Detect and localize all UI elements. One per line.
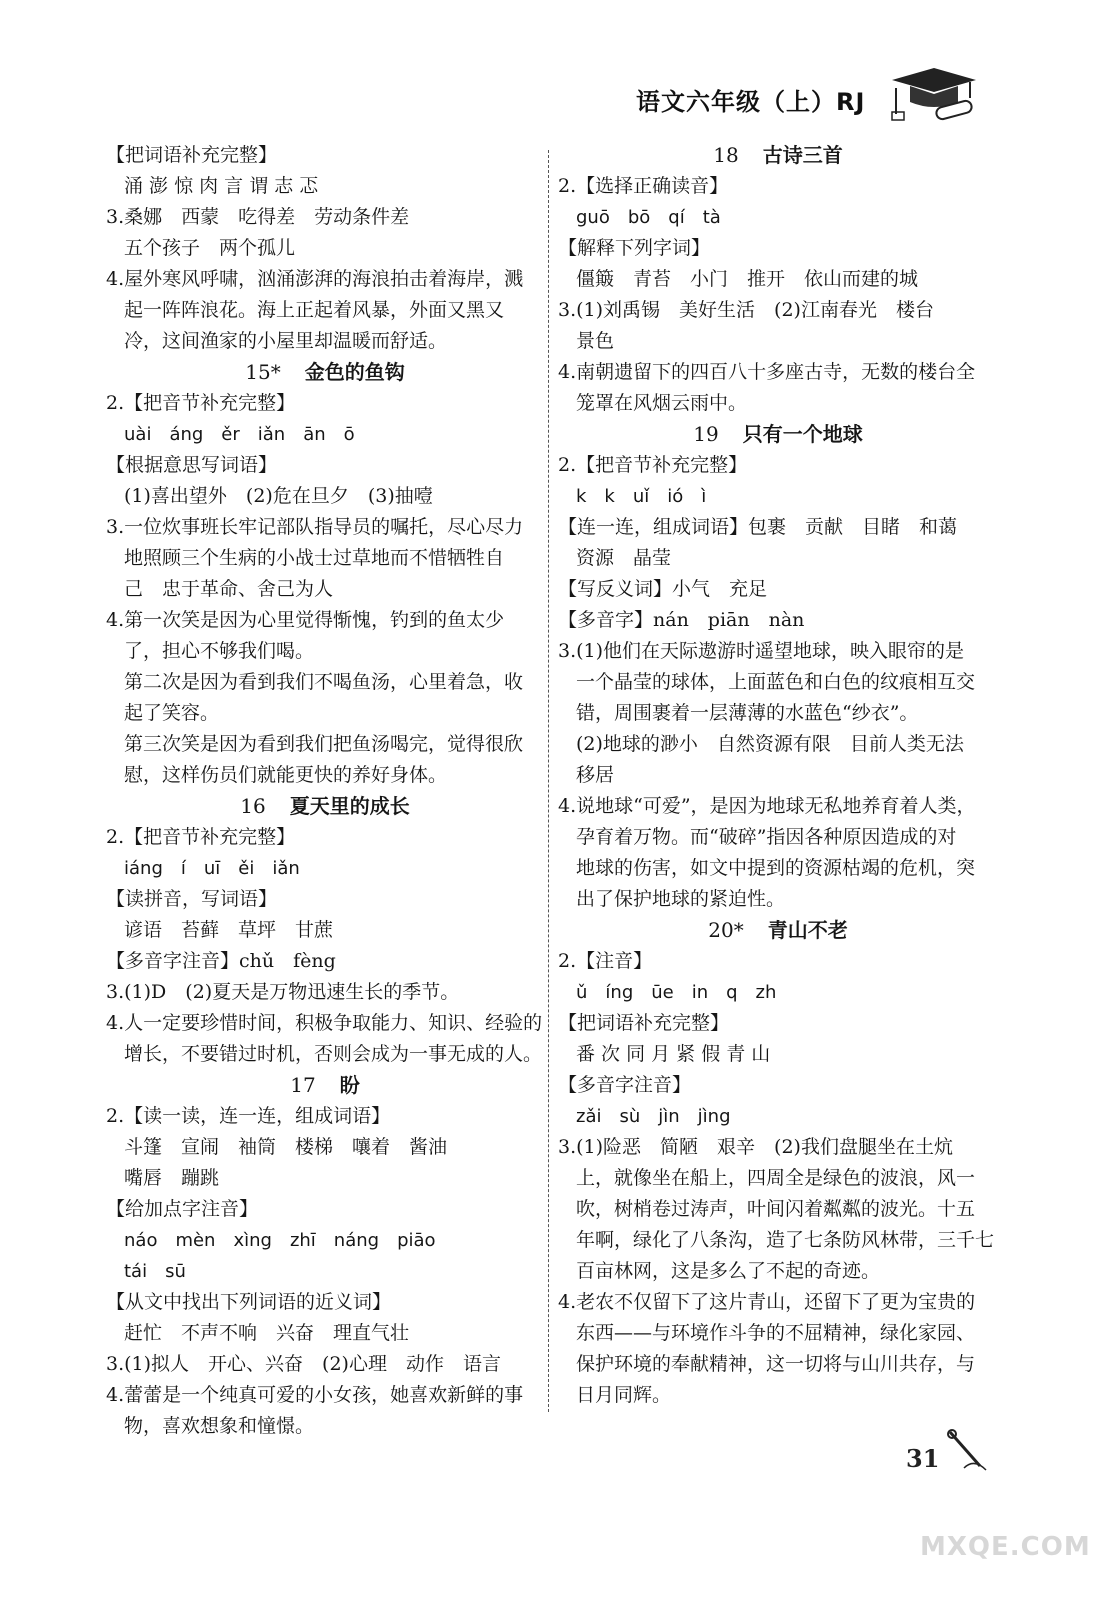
answer-line: 3.一位炊事班长牢记部队指导员的嘱托，尽心尽力 xyxy=(106,516,524,538)
section-title xyxy=(106,1070,544,1101)
section-title-text: 青山不老 xyxy=(767,918,848,942)
answer-line-indented: 东西——与环境作斗争的不屈精神，绿化家园、 xyxy=(576,1322,976,1344)
answer-line: 2.【把音节补充完整】 xyxy=(106,826,296,848)
pinyin-line: iáng í uī ěi iǎn xyxy=(124,858,300,879)
answer-line-indented: 慰，这样伤员们就能更快的养好身体。 xyxy=(124,764,448,786)
section-title xyxy=(558,140,998,171)
answer-line: 3.桑娜 西蒙 吃得差 劳动条件差 xyxy=(106,206,410,228)
answer-line-indented: 五个孩子 两个孤儿 xyxy=(124,237,296,259)
graduation-cap-icon xyxy=(890,66,980,126)
answer-line: 2.【选择正确读音】 xyxy=(558,175,729,197)
watermark: MXQE.COM xyxy=(920,1532,1091,1562)
section-number: 19 xyxy=(693,422,719,446)
answer-line: 4.蕾蕾是一个纯真可爱的小女孩，她喜欢新鲜的事 xyxy=(106,1384,524,1406)
answer-line-indented: 错，周围裹着一层薄薄的水蓝色“纱衣”。 xyxy=(576,702,919,724)
answer-line-indented: 起了笑容。 xyxy=(124,702,220,724)
answer-line-indented: (2)地球的渺小 自然资源有限 目前人类无法 xyxy=(576,733,964,755)
right-column xyxy=(558,140,998,1411)
section-title xyxy=(106,357,544,388)
answer-line-indented: 增长，不要错过时机，否则会成为一事无成的人。 xyxy=(124,1043,543,1065)
answer-line: 4.老农不仅留下了这片青山，还留下了更为宝贵的 xyxy=(558,1291,976,1313)
answer-line-indented: 番 次 同 月 紧 假 青 山 xyxy=(576,1043,771,1065)
answer-line: 【读拼音，写词语】 xyxy=(106,888,278,910)
pinyin-line: ǔ íng ūe in q zh xyxy=(576,982,777,1003)
answer-line-indented: 第三次笑是因为看到我们把鱼汤喝完，觉得很欣 xyxy=(124,733,524,755)
left-column xyxy=(106,140,544,1442)
pencil-icon xyxy=(944,1428,988,1474)
section-title xyxy=(558,419,998,450)
section-title-text: 金色的鱼钩 xyxy=(304,360,405,384)
answer-line-indented: 一个晶莹的球体，上面蓝色和白色的纹痕相互交 xyxy=(576,671,976,693)
pinyin-line: tái sū xyxy=(124,1261,186,1282)
pinyin-line: zǎi sù jìn jìng xyxy=(576,1106,731,1127)
answer-line-indented: 上，就像坐在船上，四周全是绿色的波浪，风一 xyxy=(576,1167,976,1189)
section-title-text: 盼 xyxy=(339,1073,360,1097)
answer-line-indented: 赶忙 不声不响 兴奋 理直气壮 xyxy=(124,1322,410,1344)
answer-line-indented: 地球的伤害，如文中提到的资源枯竭的危机，突 xyxy=(576,857,976,879)
column-divider xyxy=(548,150,549,1412)
answer-line-indented: 出了保护地球的紧迫性。 xyxy=(576,888,786,910)
section-title xyxy=(558,915,998,946)
answer-line: 2.【读一读，连一连，组成词语】 xyxy=(106,1105,391,1127)
answer-line-indented: 涌 澎 惊 肉 言 谓 志 忑 xyxy=(124,175,319,197)
answer-line: 2.【注音】 xyxy=(558,950,653,972)
answer-line: 【多音字】nán piān nàn xyxy=(558,609,805,631)
answer-line: 【多音字注音】chǔ fèng xyxy=(106,950,336,972)
answer-line-indented: 己 忠于革命、舍己为人 xyxy=(124,578,334,600)
section-title-text: 夏天里的成长 xyxy=(289,794,410,818)
answer-line-indented: 孕育着万物。而“破碎”指因各种原因造成的对 xyxy=(576,826,957,848)
answer-line-indented: 移居 xyxy=(576,764,615,786)
pinyin-line: k k uǐ ió ì xyxy=(576,486,707,507)
answer-line: 4.南朝遗留下的四百八十多座古寺，无数的楼台全 xyxy=(558,361,976,383)
answer-line-indented: 日月同辉。 xyxy=(576,1384,672,1406)
answer-line: 【把词语补充完整】 xyxy=(558,1012,730,1034)
answer-line: 【连一连，组成词语】包裹 贡献 目睹 和蔼 xyxy=(558,516,958,538)
pinyin-line: uài áng ěr iǎn ān ō xyxy=(124,424,355,445)
page-header-title: 语文六年级（上）RJ xyxy=(636,88,866,116)
answer-line: 4.第一次笑是因为心里觉得惭愧，钓到的鱼太少 xyxy=(106,609,505,631)
section-number: 15* xyxy=(245,360,281,384)
answer-line-indented: 了，担心不够我们喝。 xyxy=(124,640,315,662)
answer-line: 3.(1)他们在天际遨游时遥望地球，映入眼帘的是 xyxy=(558,640,965,662)
answer-line-indented: 斗篷 宣闹 袖筒 楼梯 嚷着 酱油 xyxy=(124,1136,448,1158)
answer-line-indented: 百亩林网，这是多么了不起的奇迹。 xyxy=(576,1260,881,1282)
answer-line: 3.(1)拟人 开心、兴奋 (2)心理 动作 语言 xyxy=(106,1353,501,1375)
pinyin-line: guō bō qí tà xyxy=(576,207,721,228)
section-number: 20* xyxy=(708,918,744,942)
answer-line: 4.说地球“可爱”，是因为地球无私地养育着人类， xyxy=(558,795,976,817)
answer-line: 3.(1)刘禹锡 美好生活 (2)江南春光 楼台 xyxy=(558,299,934,321)
answer-line: 2.【把音节补充完整】 xyxy=(558,454,748,476)
answer-line: 【多音字注音】 xyxy=(558,1074,692,1096)
answer-line: 【解释下列字词】 xyxy=(558,237,711,259)
answer-line: 【根据意思写词语】 xyxy=(106,454,278,476)
section-number: 17 xyxy=(290,1073,316,1097)
answer-line-indented: 冷，这间渔家的小屋里却温暖而舒适。 xyxy=(124,330,448,352)
answer-line: 3.(1)D (2)夏天是万物迅速生长的季节。 xyxy=(106,981,460,1003)
answer-line: 4.人一定要珍惜时间，积极争取能力、知识、经验的 xyxy=(106,1012,543,1034)
section-number: 16 xyxy=(240,794,266,818)
answer-line-indented: 起一阵阵浪花。海上正起着风暴，外面又黑又 xyxy=(124,299,505,321)
page-number: 31 xyxy=(906,1444,940,1473)
answer-line-indented: 第二次是因为看到我们不喝鱼汤，心里着急，收 xyxy=(124,671,524,693)
answer-line-indented: 地照顾三个生病的小战士过草地而不惜牺牲自 xyxy=(124,547,505,569)
answer-line: 4.屋外寒风呼啸，汹涌澎湃的海浪拍击着海岸，溅 xyxy=(106,268,524,290)
answer-line-indented: 保护环境的奉献精神，这一切将与山川共存，与 xyxy=(576,1353,976,1375)
answer-line: 2.【把音节补充完整】 xyxy=(106,392,296,414)
answer-line: 3.(1)险恶 简陋 艰辛 (2)我们盘腿坐在土炕 xyxy=(558,1136,953,1158)
pinyin-line: náo mèn xìng zhī náng piāo xyxy=(124,1230,436,1251)
answer-line-indented: 嘴唇 蹦跳 xyxy=(124,1167,220,1189)
answer-line-indented: 谚语 苔藓 草坪 甘蔗 xyxy=(124,919,334,941)
answer-line-indented: 吹，树梢卷过涛声，叶间闪着粼粼的波光。十五 xyxy=(576,1198,976,1220)
section-number: 18 xyxy=(713,143,739,167)
answer-line: 【把词语补充完整】 xyxy=(106,144,278,166)
answer-line-indented: (1)喜出望外 (2)危在旦夕 (3)抽噎 xyxy=(124,485,433,507)
section-title-text: 只有一个地球 xyxy=(742,422,863,446)
answer-line-indented: 笼罩在风烟云雨中。 xyxy=(576,392,748,414)
section-title xyxy=(106,791,544,822)
answer-line: 【给加点字注音】 xyxy=(106,1198,259,1220)
answer-line-indented: 僵簸 青苔 小门 推开 依山而建的城 xyxy=(576,268,919,290)
answer-line-indented: 物，喜欢想象和憧憬。 xyxy=(124,1415,315,1437)
answer-line: 【从文中找出下列词语的近义词】 xyxy=(106,1291,392,1313)
section-title-text: 古诗三首 xyxy=(762,143,843,167)
answer-line-indented: 年啊，绿化了八条沟，造了七条防风林带，三千七 xyxy=(576,1229,995,1251)
answer-line-indented: 景色 xyxy=(576,330,615,352)
answer-line-indented: 资源 晶莹 xyxy=(576,547,672,569)
answer-line: 【写反义词】小气 充足 xyxy=(558,578,768,600)
